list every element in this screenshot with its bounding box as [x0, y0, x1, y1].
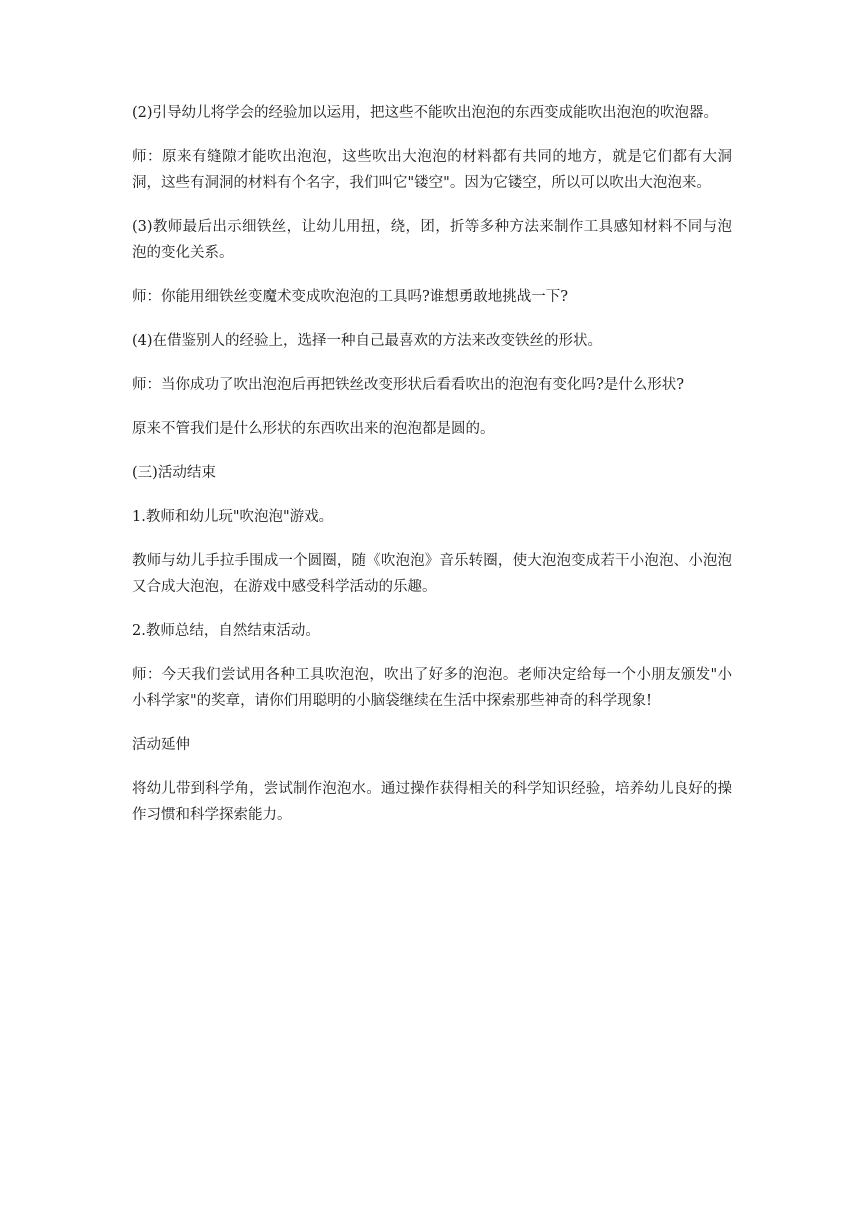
section-heading-extension: 活动延伸	[132, 737, 190, 753]
paragraph-step-2: (2)引导幼儿将学会的经验加以运用，把这些不能吹出泡泡的东西变成能吹出泡泡的吹泡器。	[132, 105, 719, 121]
paragraph-bubbles-round: 原来不管我们是什么形状的东西吹出来的泡泡都是圆的。	[132, 421, 495, 437]
paragraph-game: 1.教师和幼儿玩"吹泡泡"游戏。	[132, 509, 334, 525]
paragraph-science-corner: 将幼儿带到科学角，尝试制作泡泡水。通过操作获得相关的科学知识经验，培养幼儿良好的操作习惯和科学探索能力。	[132, 781, 732, 823]
section-heading-activity-end: (三)活动结束	[132, 465, 216, 481]
paragraph-teacher-award: 师：今天我们尝试用各种工具吹泡泡，吹出了好多的泡泡。老师决定给每一个小朋友颁发"小小科学家"的奖章，请你们用聪明的小脑袋继续在生活中探索那些神奇的科学现象!	[132, 667, 732, 709]
document-page	[132, 100, 732, 846]
paragraph-teacher-shape-question: 师：当你成功了吹出泡泡后再把铁丝改变形状后看看吹出的泡泡有变化吗?是什么形状?	[132, 377, 685, 393]
paragraph-teacher-hollow: 师：原来有缝隙才能吹出泡泡，这些吹出大泡泡的材料都有共同的地方，就是它们都有大洞洞，这些有洞洞的材料有个名字，我们叫它"镂空"。因为它镂空，所以可以吹出大泡泡来。	[132, 149, 732, 191]
paragraph-circle-game: 教师与幼儿手拉手围成一个圆圈，随《吹泡泡》音乐转圈，使大泡泡变成若干小泡泡、小泡泡又合成大泡泡，在游戏中感受科学活动的乐趣。	[132, 553, 732, 595]
paragraph-step-4: (4)在借鉴别人的经验上，选择一种自己最喜欢的方法来改变铁丝的形状。	[132, 333, 603, 349]
paragraph-summary: 2.教师总结，自然结束活动。	[132, 623, 320, 639]
paragraph-teacher-challenge: 师：你能用细铁丝变魔术变成吹泡泡的工具吗?谁想勇敢地挑战一下?	[132, 289, 569, 305]
paragraph-step-3: (3)教师最后出示细铁丝，让幼儿用扭，绕，团，折等多种方法来制作工具感知材料不同与泡泡的变化关系。	[132, 219, 732, 261]
